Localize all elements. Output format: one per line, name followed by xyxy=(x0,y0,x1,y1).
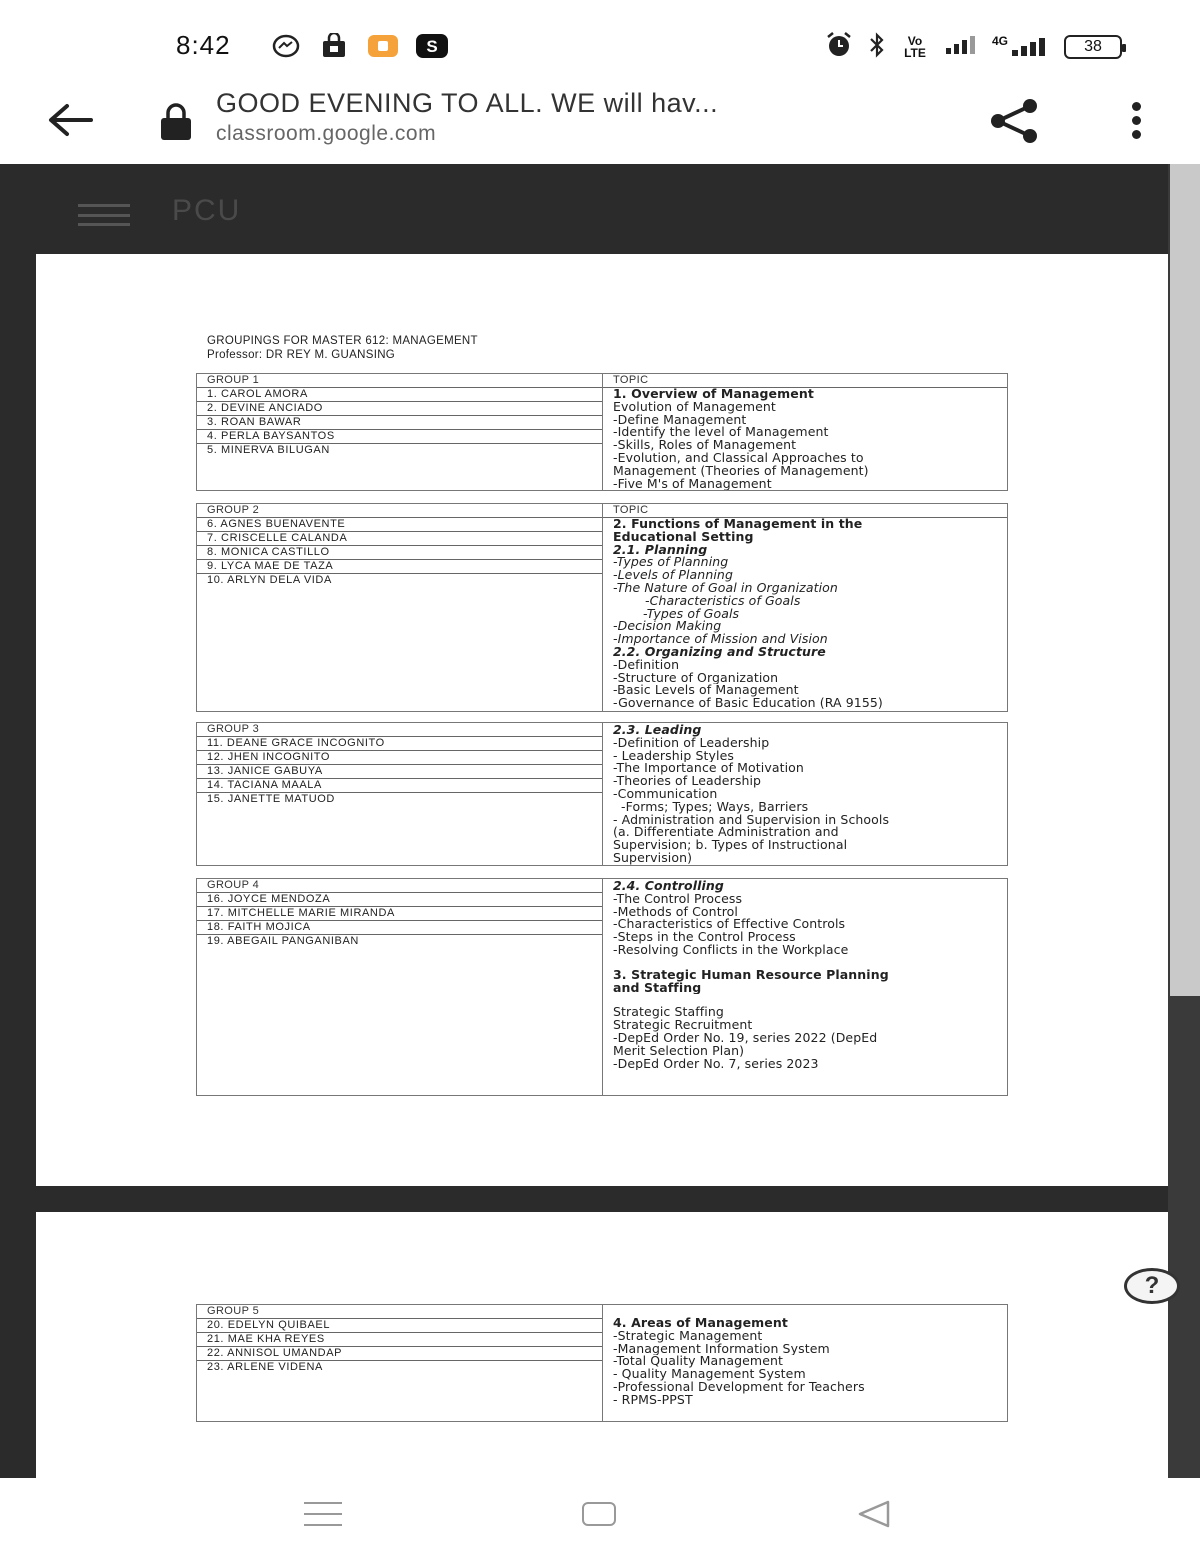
topic-line: -Identify the level of Management xyxy=(613,426,829,440)
topic-line: 2.4. Controlling xyxy=(613,880,724,893)
battery-level: 38 xyxy=(1084,38,1102,55)
document-page-2 xyxy=(36,1212,1168,1478)
topic-line: 2.3. Leading xyxy=(613,724,702,737)
menu-line-icon xyxy=(78,214,130,217)
member-row: 4. PERLA BAYSANTOS xyxy=(197,430,602,444)
topic-line: 2. Functions of Management in the xyxy=(613,518,863,531)
status-right-group xyxy=(824,34,1122,60)
topic-line: -Basic Levels of Management xyxy=(613,684,799,698)
page-title: GOOD EVENING TO ALL. WE will hav... xyxy=(216,88,719,118)
menu-line-icon xyxy=(304,1513,342,1515)
member-row: 3. ROAN BAWAR xyxy=(197,416,602,430)
help-icon: ? xyxy=(1144,1272,1160,1299)
topic-line: -DepEd Order No. 7, series 2023 xyxy=(613,1057,819,1071)
s-app-icon xyxy=(414,34,450,58)
heading-title: GROUPINGS FOR MASTER 612: MANAGEMENT xyxy=(207,335,478,347)
members-column xyxy=(197,723,603,865)
arrow-left-icon xyxy=(45,102,95,138)
topic-line: 4. Areas of Management xyxy=(613,1317,788,1330)
home-button[interactable] xyxy=(582,1502,616,1526)
dot-icon xyxy=(1132,116,1141,125)
alarm-icon xyxy=(824,31,854,64)
group-header: GROUP 4 xyxy=(197,879,602,893)
topic-line: Supervision; b. Types of Instructional xyxy=(613,839,848,852)
topic-line: -Forms; Types; Ways, Barriers xyxy=(621,800,809,814)
members-column xyxy=(197,504,603,711)
battery-icon xyxy=(1064,35,1122,59)
shop-icon xyxy=(320,34,348,58)
member-row: 22. ANNISOL UMANDAP xyxy=(197,1347,602,1361)
topic-line: -The Importance of Motivation xyxy=(613,762,804,776)
navigation-bar xyxy=(0,1478,1200,1553)
signal-icon xyxy=(944,34,978,61)
topic-line: - Quality Management System xyxy=(613,1368,806,1381)
topic-line: -Management Information System xyxy=(613,1342,830,1356)
topic-line: Evolution of Management xyxy=(613,400,776,414)
viewer-left-edge xyxy=(0,164,36,1478)
member-row: 2. DEVINE ANCIADO xyxy=(197,402,602,416)
topic-line: - RPMS-PPST xyxy=(613,1393,693,1407)
topic-line: -DepEd Order No. 19, series 2022 (DepEd xyxy=(613,1031,878,1045)
topic-line: - Leadership Styles xyxy=(613,749,734,763)
member-row: 15. JANETTE MATUOD xyxy=(207,793,335,805)
member-row: 1. CAROL AMORA xyxy=(197,388,602,402)
document-page-1 xyxy=(36,254,1168,1186)
messenger-icon xyxy=(270,34,302,58)
topic-line: -Types of Goals xyxy=(643,607,740,621)
member-row: 6. AGNES BUENAVENTE xyxy=(197,518,602,532)
hamburger-menu-button[interactable] xyxy=(78,204,130,226)
volte-icon: Vo LTE xyxy=(904,34,926,60)
topic-line: -Definition xyxy=(613,658,680,672)
member-row: 16. JOYCE MENDOZA xyxy=(197,893,602,907)
svg-text:S: S xyxy=(426,37,438,56)
member-row: 13. JANICE GABUYA xyxy=(197,765,602,779)
topic-line: -Types of Planning xyxy=(613,556,729,570)
topic-line: -Define Management xyxy=(613,413,747,427)
document-heading xyxy=(207,334,478,362)
document-viewer[interactable] xyxy=(0,164,1200,1478)
topic-line: -Structure of Organization xyxy=(613,671,779,685)
member-row: 17. MITCHELLE MARIE MIRANDA xyxy=(197,907,602,921)
topic-line: -Characteristics of Goals xyxy=(645,594,801,608)
topic-header: TOPIC xyxy=(603,374,1007,388)
topic-line: Strategic Recruitment xyxy=(613,1019,753,1032)
topic-line: -Levels of Planning xyxy=(613,569,733,582)
group-header: GROUP 2 xyxy=(197,504,602,518)
topic-line: -Steps in the Control Process xyxy=(613,931,796,944)
network-type-label: 4G xyxy=(991,34,1008,48)
topic-line: -The Control Process xyxy=(613,892,743,906)
topic-line: -Professional Development for Teachers xyxy=(613,1380,865,1394)
member-row: 21. MAE KHA REYES xyxy=(197,1333,602,1347)
member-row: 11. DEANE GRACE INCOGNITO xyxy=(197,737,602,751)
member-row: 14. TACIANA MAALA xyxy=(197,779,602,793)
spacer xyxy=(613,994,997,1006)
triangle-back-icon xyxy=(854,1498,894,1530)
group-table-5 xyxy=(196,1304,1008,1422)
topic-line: -Theories of Leadership xyxy=(613,775,762,788)
members-column xyxy=(197,1305,603,1421)
group-header: GROUP 5 xyxy=(197,1305,602,1319)
topic-line: Management (Theories of Management) xyxy=(613,464,869,478)
topic-line: 2.1. Planning xyxy=(613,543,708,557)
status-bar xyxy=(0,0,1200,88)
topic-line: -Resolving Conflicts in the Workplace xyxy=(613,943,849,957)
members-column xyxy=(197,879,603,1095)
group-table-3 xyxy=(196,722,1008,866)
topic-line: -Characteristics of Effective Controls xyxy=(613,918,846,932)
topic-line: -Decision Making xyxy=(613,620,722,634)
menu-line-icon xyxy=(78,223,130,226)
topic-line: -The Nature of Goal in Organization xyxy=(613,581,838,595)
group-table-2 xyxy=(196,503,1008,712)
topic-line: Strategic Staffing xyxy=(613,1006,724,1020)
topic-line: and Staffing xyxy=(613,981,702,995)
topic-line: -Strategic Management xyxy=(613,1329,763,1343)
4g-signal-icon xyxy=(992,36,1050,58)
topics-column xyxy=(603,374,1007,490)
topic-line: 2.2. Organizing and Structure xyxy=(613,645,826,659)
group-table-4 xyxy=(196,878,1008,1096)
topic-line: Supervision) xyxy=(613,851,693,865)
member-row: 10. ARLYN DELA VIDA xyxy=(207,574,332,586)
member-row: 7. CRISCELLE CALANDA xyxy=(197,532,602,546)
topic-line: -Five M's of Management xyxy=(613,477,772,491)
topics-column xyxy=(603,879,1007,1095)
nav-back-button[interactable] xyxy=(854,1498,894,1530)
spacer xyxy=(613,957,997,969)
topics-column xyxy=(603,1305,1007,1421)
topic-line: -Definition of Leadership xyxy=(613,736,770,750)
heading-professor: Professor: DR REY M. GUANSING xyxy=(207,349,396,361)
member-row: 9. LYCA MAE DE TAZA xyxy=(197,560,602,574)
bluetooth-icon xyxy=(868,32,886,63)
topic-line: -Evolution, and Classical Approaches to xyxy=(613,451,864,465)
more-options-button[interactable] xyxy=(1116,94,1156,146)
dot-icon xyxy=(1132,102,1141,111)
group-header: GROUP 1 xyxy=(197,374,602,388)
member-row: 19. ABEGAIL PANGANIBAN xyxy=(207,935,359,947)
topics-column xyxy=(603,504,1007,711)
group-header: GROUP 3 xyxy=(197,723,602,737)
topics-column xyxy=(603,723,1007,865)
member-row: 23. ARLENE VIDENA xyxy=(207,1361,323,1373)
menu-line-icon xyxy=(304,1524,342,1526)
topic-header: TOPIC xyxy=(603,504,1007,518)
topic-line: -Skills, Roles of Management xyxy=(613,439,797,452)
member-row: 12. JHEN INCOGNITO xyxy=(197,751,602,765)
topic-line: (a. Differentiate Administration and xyxy=(613,826,839,840)
app-icon xyxy=(366,34,400,58)
topic-line: Educational Setting xyxy=(613,530,754,544)
topic-line: -Communication xyxy=(613,787,718,801)
topic-line: -Methods of Control xyxy=(613,905,738,919)
group-table-1 xyxy=(196,373,1008,491)
browser-toolbar xyxy=(0,88,1200,164)
back-button[interactable] xyxy=(42,94,98,146)
recent-apps-button[interactable] xyxy=(304,1502,342,1526)
member-row: 5. MINERVA BILUGAN xyxy=(207,444,330,456)
topic-line: -Governance of Basic Education (RA 9155) xyxy=(613,697,883,710)
topic-line: 1. Overview of Management xyxy=(613,388,814,401)
share-icon xyxy=(984,96,1044,146)
menu-line-icon xyxy=(78,204,130,207)
topic-line: -Importance of Mission and Vision xyxy=(613,633,828,646)
topic-line: Merit Selection Plan) xyxy=(613,1044,745,1058)
topic-line: - Administration and Supervision in Schools xyxy=(613,813,890,827)
page-url[interactable]: classroom.google.com xyxy=(216,122,437,145)
scrollbar-thumb[interactable] xyxy=(1170,164,1200,996)
members-column xyxy=(197,374,603,490)
topic-line: -Total Quality Management xyxy=(613,1355,784,1369)
help-button[interactable] xyxy=(1124,1268,1180,1304)
share-button[interactable] xyxy=(984,96,1044,146)
member-row: 8. MONICA CASTILLO xyxy=(197,546,602,560)
lock-icon xyxy=(158,102,194,142)
member-row: 18. FAITH MOJICA xyxy=(197,921,602,935)
member-row: 20. EDELYN QUIBAEL xyxy=(197,1319,602,1333)
app-name: PCU xyxy=(172,194,242,227)
status-time: 8:42 xyxy=(176,30,231,60)
topic-line: 3. Strategic Human Resource Planning xyxy=(613,968,889,982)
dot-icon xyxy=(1132,130,1141,139)
menu-line-icon xyxy=(304,1502,342,1504)
